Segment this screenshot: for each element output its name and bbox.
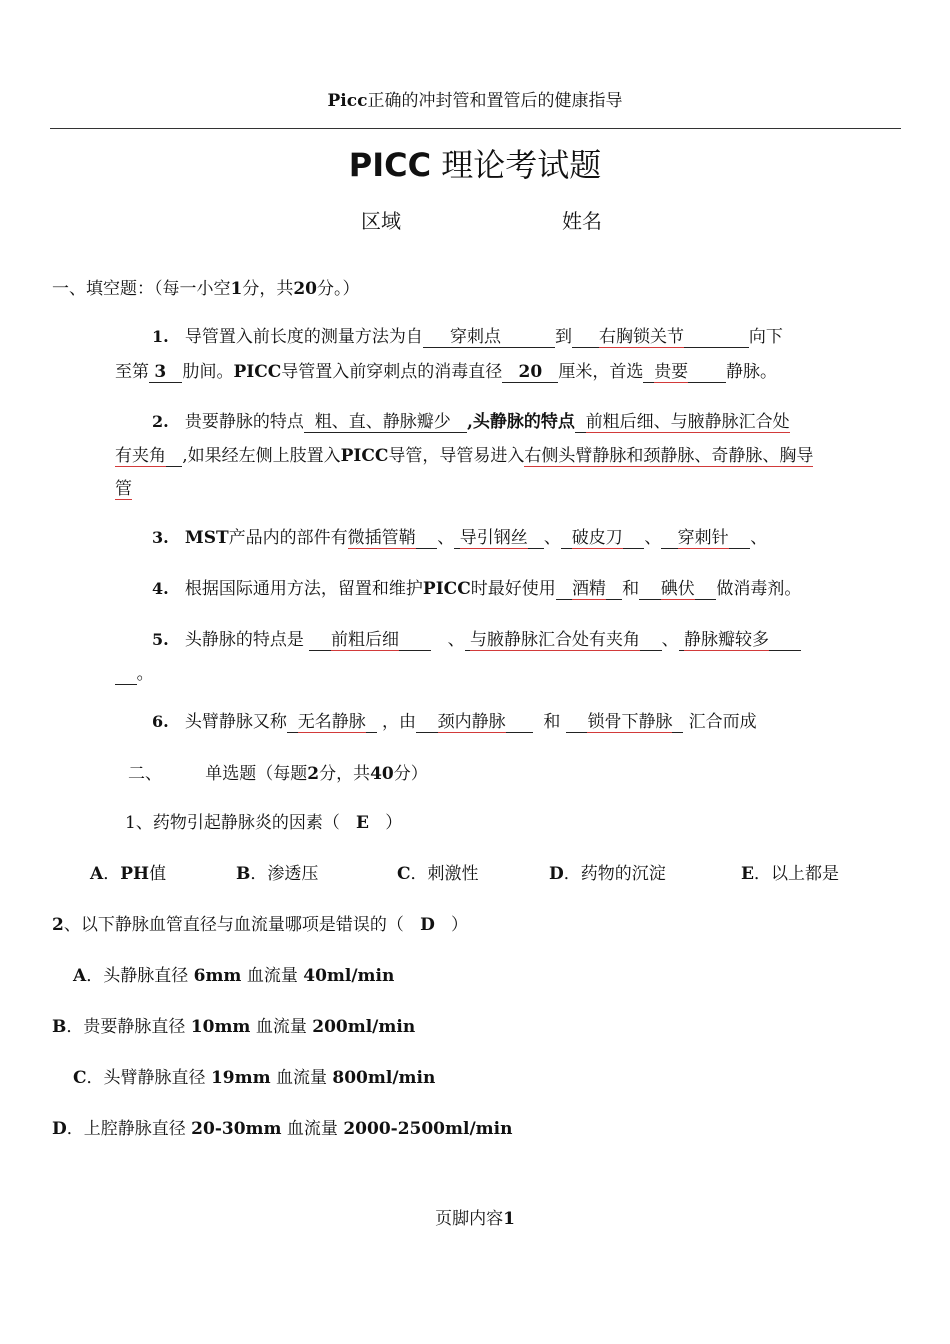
q2-answer-1: 粗、直、静脉瓣少 [314, 412, 451, 432]
q2-answer-4: 右侧头臂静脉和颈静脉、奇静脉、胸导 [524, 446, 814, 466]
q5-line: 5. 头静脉的特点是 前粗后细 、 与腋静脉汇合处有夹角 、 静脉瓣较多 [152, 625, 801, 650]
q6-answer-2: 颈内静脉 [437, 712, 506, 732]
q6-answer-3: 锁骨下静脉 [587, 712, 673, 732]
q3-answer-1: 微插管鞘 [347, 528, 416, 548]
q1-answer-2: 右胸锁关节 [599, 327, 685, 347]
q2-answer-3: 有夹角 [115, 446, 166, 466]
q1-answer-3: 3 [154, 362, 167, 382]
section2-heading: 二、 单选题（每题2分，共40分） [128, 764, 428, 784]
name-label: 姓名 [562, 209, 602, 233]
q5-answer-2: 与腋静脉汇合处有夹角 [470, 630, 641, 650]
q4-line: 4. 根据国际通用方法，留置和维护PICC时最好使用 酒精 和 碘伏 做消毒剂。 [152, 579, 802, 599]
mc2-option-d: D．上腔静脉直径 20-30mm 血流量 2000-2500ml/min [52, 1119, 513, 1139]
q5-answer-3: 静脉瓣较多 [684, 630, 770, 650]
mc2-option-b: B．贵要静脉直径 10mm 血流量 200ml/min [52, 1017, 416, 1037]
region-label: 区域 [361, 209, 401, 233]
q1-line1: 1. 导管置入前长度的测量方法为自 穿刺点 到 右胸锁关节 向下 [152, 327, 783, 347]
q6-line: 6. 头臂静脉又称 无名静脉 ，由 颈内静脉 和 锁骨下静脉 汇合而成 [152, 712, 757, 732]
mc1-option-b: B．渗透压 [236, 864, 319, 884]
q3-answer-4: 穿刺针 [677, 528, 729, 548]
title-cjk: 理论考试题 [441, 146, 602, 184]
q2-answer-2: 前粗后细、与腋静脉汇合处 [585, 412, 790, 432]
title-latin: PICC [348, 146, 432, 184]
mc2-stem: 2、以下静脉血管直径与血流量哪项是错误的（ D ） [52, 915, 469, 935]
q3-answer-3: 破皮刀 [571, 528, 623, 548]
mc2-answer: D [420, 915, 435, 935]
section1-heading: 一、填空题：（每一小空1分，共20分。） [52, 279, 360, 299]
header-prefix: Picc [327, 91, 368, 111]
mc1-option-d: D．药物的沉淀 [549, 864, 666, 884]
q1-line2: 至第 3 肋间。PICC导管置入前穿刺点的消毒直径 20 厘米，首选 贵要 静脉。 [115, 362, 778, 382]
q1-answer-1: 穿刺点 [449, 327, 501, 347]
page-title [0, 140, 950, 186]
page-footer: 页脚内容1 [435, 1209, 515, 1229]
q5-answer-1: 前粗后细 [330, 630, 399, 650]
q2-line2: 有夹角 ,如果经左侧上肢置入PICC导管，导管易进入右侧头臂静脉和颈静脉、奇静脉、胸导 [115, 446, 814, 466]
header-divider [50, 128, 901, 129]
q2-line1: 2. 贵要静脉的特点 粗、直、静脉瓣少 ,头静脉的特点 前粗后细、与腋静脉汇合处 [152, 412, 790, 432]
mc1-option-c: C．刺激性 [397, 864, 479, 884]
mc1-answer: E [356, 813, 370, 833]
q3-line: 3. MST产品内的部件有微插管鞘 、 导引钢丝 、 破皮刀 、 穿刺针 、 [152, 528, 768, 548]
q1-answer-4: 20 [518, 362, 543, 382]
mc1-option-e: E．以上都是 [741, 864, 839, 884]
mc2-option-c: C．头臂静脉直径 19mm 血流量 800ml/min [73, 1068, 436, 1088]
q2-line3: 管 [115, 479, 132, 499]
q1-answer-5: 贵要 [654, 362, 689, 382]
header-text: 正确的冲封管和置管后的健康指导 [367, 91, 623, 111]
mc1-stem: 1、药物引起静脉炎的因素（ E ） [125, 813, 403, 833]
q6-answer-1: 无名静脉 [297, 712, 366, 732]
running-header [0, 86, 950, 111]
mc1-option-a: A．PH值 [90, 864, 167, 884]
q4-answer-1: 酒精 [571, 579, 606, 599]
q5-line2: 。 [115, 659, 154, 684]
q4-answer-2: 碘伏 [660, 579, 695, 599]
mc2-option-a: A．头静脉直径 6mm 血流量 40ml/min [73, 966, 395, 986]
q3-answer-2: 导引钢丝 [459, 528, 528, 548]
